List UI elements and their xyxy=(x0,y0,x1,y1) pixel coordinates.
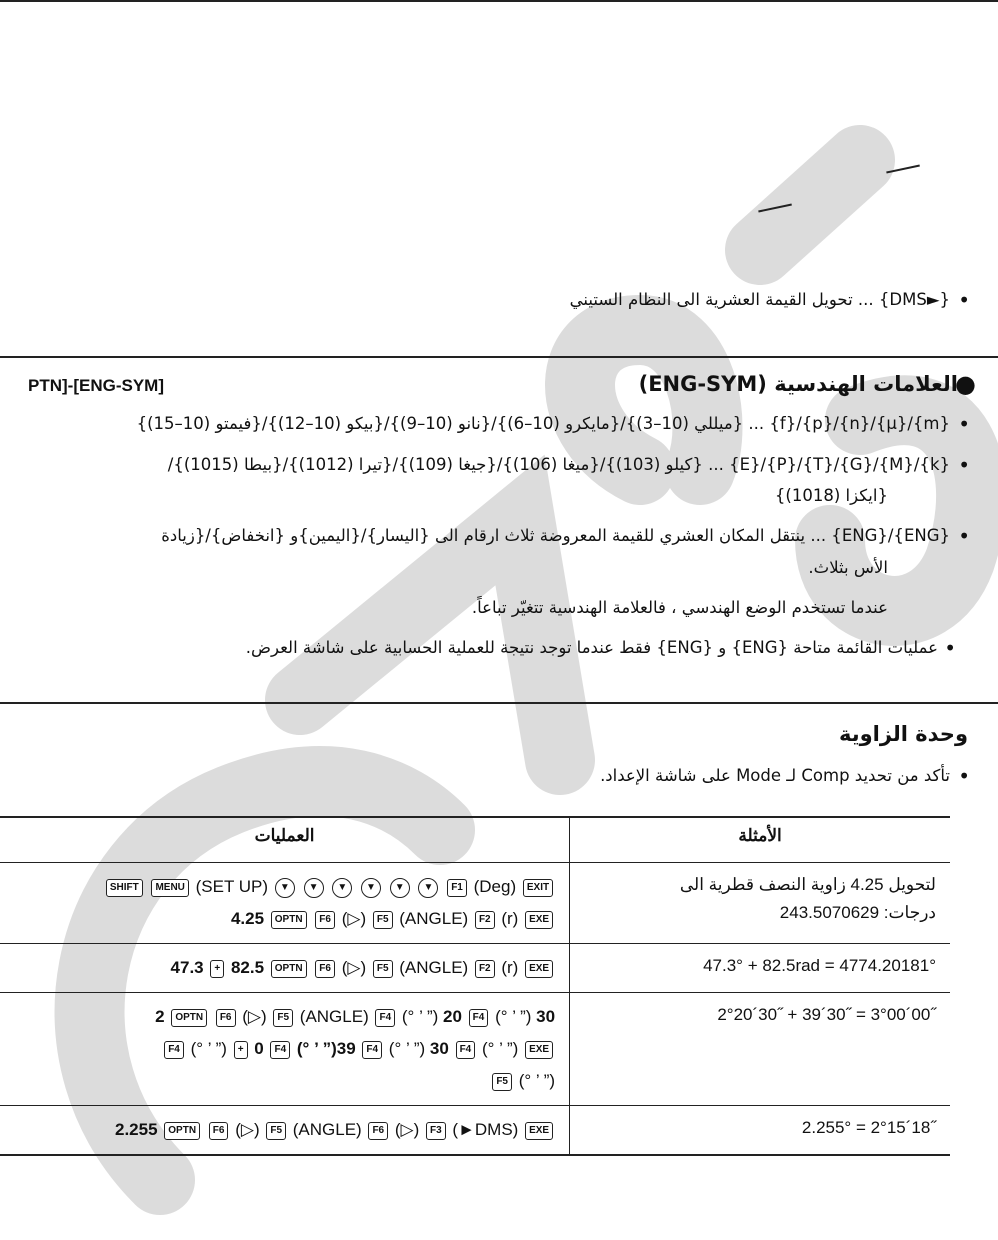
op-text: (° ’ ”) xyxy=(481,1039,519,1058)
down-arrow-icon: ▼ xyxy=(390,878,410,898)
eng-menu-note: عمليات القائمة متاحة {ENG} و {ENG} فقط عندما توجد نتيجة للعملية الحسابية على شاشة العرض. xyxy=(245,638,938,657)
eng-section-title: العلامات الهندسية (ENG-SYM) xyxy=(638,372,958,396)
example-cell xyxy=(570,863,950,944)
op-number: 30 xyxy=(536,1007,556,1026)
op-text: (Deg) xyxy=(473,877,517,896)
f4-key-icon: F4 xyxy=(362,1041,382,1059)
op-text: (ANGLE) xyxy=(299,1007,369,1026)
eng-key-path: PTN]-[ENG-SYM] xyxy=(28,376,164,395)
operations-cell xyxy=(0,993,570,1106)
bullet-dot: • xyxy=(958,764,970,788)
example-line: 2.255° = 2°15´18˝ xyxy=(801,1118,936,1137)
eng-item-3-cont: الأس بثلاث. xyxy=(808,558,888,577)
down-arrow-icon: ▼ xyxy=(275,878,295,898)
op-number: 82.5 xyxy=(230,958,265,977)
operations-cell xyxy=(0,944,570,993)
op-number: 30 xyxy=(429,1039,449,1058)
bullet-dot: • xyxy=(944,636,956,660)
optn-key-icon: OPTN xyxy=(171,1009,207,1027)
bullet-dot: ● xyxy=(955,370,976,398)
op-text: (▷) xyxy=(235,1120,260,1139)
op-text: (▷) xyxy=(394,1120,420,1139)
f5-key-icon: F5 xyxy=(373,911,393,929)
section-rule xyxy=(0,356,998,358)
bullet-dot: • xyxy=(958,524,970,548)
f4-key-icon: F4 xyxy=(456,1041,476,1059)
op-text: (▷) xyxy=(242,1007,267,1026)
plus-key-icon: + xyxy=(234,1041,248,1059)
optn-key-icon: OPTN xyxy=(271,960,307,978)
f5-key-icon: F5 xyxy=(273,1009,293,1027)
top-rule xyxy=(0,0,998,2)
angle-note: تأكد من تحديد Comp لـ Mode على شاشة الإعداد. xyxy=(600,766,950,785)
f2-key-icon: F2 xyxy=(475,911,495,929)
op-number: 47.3 xyxy=(170,958,204,977)
op-text: (r) xyxy=(501,958,519,977)
operations-cell xyxy=(0,1106,570,1156)
f6-key-icon: F6 xyxy=(216,1009,236,1027)
f2-key-icon: F2 xyxy=(475,960,495,978)
table-header-row xyxy=(0,817,950,863)
f4-key-icon: F4 xyxy=(270,1041,290,1059)
eng-item-1: {m}/{μ}/{n}/{p}/{f} ... {ميللي (10–3)}/{مايكرو (10–6)}/{نانو (10–9)}/{بيكو (10–12)}/{فيمتو (10–15)} xyxy=(136,414,950,433)
plus-key-icon: + xyxy=(210,960,224,978)
f5-key-icon: F5 xyxy=(266,1122,286,1140)
op-text: (▷) xyxy=(341,909,367,928)
op-text: (r) xyxy=(501,909,519,928)
op-text: (° ’ ”) xyxy=(495,1007,532,1026)
example-line: درجات: 243.5070629 xyxy=(779,903,936,922)
optn-key-icon: OPTN xyxy=(164,1122,200,1140)
op-number: 2.255 xyxy=(115,1120,158,1139)
down-arrow-icon: ▼ xyxy=(332,878,352,898)
example-cell xyxy=(570,993,950,1106)
angle-section-title: وحدة الزاوية xyxy=(838,722,968,746)
exe-key-icon: EXE xyxy=(525,1122,553,1140)
f1-key-icon: F1 xyxy=(447,879,467,897)
example-cell xyxy=(570,1106,950,1156)
op-number: 20 xyxy=(443,1007,462,1026)
example-cell xyxy=(570,944,950,993)
eng-item-2-cont: {ايكزا (1018)} xyxy=(774,486,888,505)
f4-key-icon: F4 xyxy=(164,1041,184,1059)
table-row xyxy=(0,1106,950,1156)
header-operations: العمليات xyxy=(0,817,570,863)
bullet-dot: • xyxy=(958,288,970,312)
op-text: (ANGLE) xyxy=(399,909,469,928)
table-row xyxy=(0,944,950,993)
exe-key-icon: EXE xyxy=(525,911,553,929)
bullet-dot: • xyxy=(958,453,970,477)
exit-key-icon: EXIT xyxy=(523,879,553,897)
op-number: 2 xyxy=(155,1007,165,1026)
header-examples: الأمثلة xyxy=(570,817,950,863)
section-rule xyxy=(0,702,998,704)
op-text: (SET UP) xyxy=(195,877,269,896)
op-text: (ANGLE) xyxy=(399,958,469,977)
menu-key-icon: MENU xyxy=(151,879,188,897)
eng-note: عندما تستخدم الوضع الهندسي ، فالعلامة الهندسية تتغيّر تباعاً. xyxy=(471,598,888,617)
op-text: (° ’ ”)39 xyxy=(296,1039,356,1058)
f4-key-icon: F4 xyxy=(469,1009,489,1027)
op-text: (►DMS) xyxy=(452,1120,519,1139)
eng-item-2: {k}/{M}/{G}/{T}/{P}/{E} ... {كيلو (103)}/{ميغا (106)}/{جيغا (109)}/{تيرا (1012)}/{بيطا (1015)}/ xyxy=(167,455,950,474)
op-text: (° ’ ”) xyxy=(190,1039,227,1058)
bullet-dot: • xyxy=(958,412,970,436)
example-line: لتحويل 4.25 زاوية النصف قطرية الى xyxy=(679,875,936,894)
exe-key-icon: EXE xyxy=(525,960,553,978)
op-text: (ANGLE) xyxy=(292,1120,362,1139)
angle-table xyxy=(0,816,950,1156)
example-line: 2°20´30˝ + 39´30˝ = 3°00´00˝ xyxy=(717,1005,936,1024)
op-text: (▷) xyxy=(341,958,367,977)
down-arrow-icon: ▼ xyxy=(361,878,381,898)
f6-key-icon: F6 xyxy=(315,911,335,929)
op-text: (° ’ ”) xyxy=(401,1007,439,1026)
op-number: 4.25 xyxy=(230,909,265,928)
op-text: (° ’ ”) xyxy=(388,1039,426,1058)
f3-key-icon: F3 xyxy=(426,1122,446,1140)
angle-mark xyxy=(758,203,792,212)
angle-mark xyxy=(886,164,920,173)
f5-key-icon: F5 xyxy=(373,960,393,978)
operations-cell xyxy=(0,863,570,944)
op-number: 0 xyxy=(254,1039,264,1058)
f6-key-icon: F6 xyxy=(315,960,335,978)
f4-key-icon: F4 xyxy=(375,1009,395,1027)
exe-key-icon: EXE xyxy=(525,1041,553,1059)
down-arrow-icon: ▼ xyxy=(304,878,324,898)
example-line: 47.3° + 82.5rad = 4774.20181° xyxy=(703,956,936,975)
eng-item-3: {ENG}/{ENG} ... ينتقل المكان العشري للقيمة المعروضة ثلاث ارقام الى {اليسار}/{اليمين}و {انخفاض}/{زيادة xyxy=(161,526,950,545)
op-text: (° ’ ”) xyxy=(518,1071,556,1090)
f6-key-icon: F6 xyxy=(209,1122,229,1140)
optn-key-icon: OPTN xyxy=(271,911,307,929)
shift-key-icon: SHIFT xyxy=(106,879,143,897)
dms-bullet-text: {►DMS} ... تحويل القيمة العشرية الى النظام الستيني xyxy=(569,290,950,309)
f5-key-icon: F5 xyxy=(492,1073,512,1091)
down-arrow-icon: ▼ xyxy=(418,878,438,898)
f6-key-icon: F6 xyxy=(368,1122,388,1140)
table-row xyxy=(0,993,950,1106)
table-row xyxy=(0,863,950,944)
